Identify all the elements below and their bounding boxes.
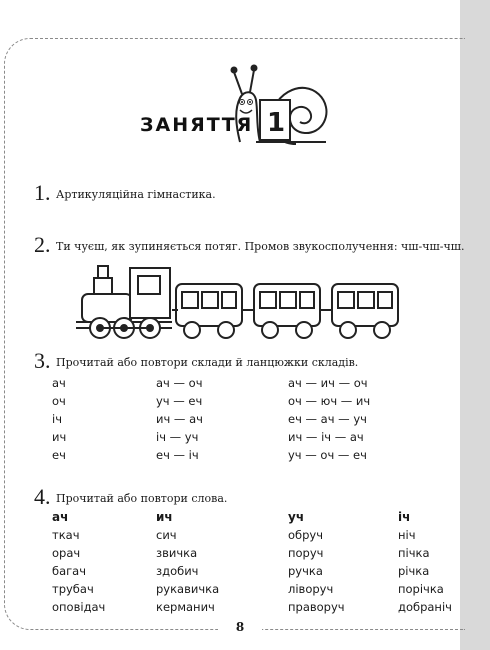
task-number: 2.: [34, 232, 51, 257]
syllable-chain: іч — уч: [156, 430, 199, 444]
word: оповідач: [52, 600, 106, 614]
word: ніч: [398, 528, 416, 542]
syllable: ич: [52, 430, 67, 444]
task-3: [34, 348, 358, 374]
word: пічка: [398, 546, 430, 560]
word: звичка: [156, 546, 198, 560]
word: керманич: [156, 600, 215, 614]
word-column-header: ич: [156, 510, 173, 524]
syllable-chain: ач — оч: [156, 376, 203, 390]
word: орач: [52, 546, 81, 560]
word: трубач: [52, 582, 94, 596]
task-number: 3.: [34, 348, 51, 373]
word: ручка: [288, 564, 323, 578]
page-number: 8: [218, 614, 262, 640]
syllable-chain: ич — ач: [156, 412, 203, 426]
syllable-chain: уч — еч: [156, 394, 203, 408]
task-number: 4.: [34, 484, 51, 509]
syllable-chain: ач — ич — оч: [288, 376, 368, 390]
syllable: іч: [52, 412, 62, 426]
task-text: Артикуляційна гімнастика.: [56, 188, 216, 201]
lesson-number: 1: [266, 108, 286, 138]
task-number: 1.: [34, 180, 51, 205]
syllable-chain: уч — оч — еч: [288, 448, 367, 462]
word: багач: [52, 564, 87, 578]
word-column-header: ач: [52, 510, 69, 524]
word-column-header: уч: [288, 510, 305, 524]
task-4: [34, 484, 227, 510]
word: ткач: [52, 528, 80, 542]
syllable: ач: [52, 376, 66, 390]
task-text: Ти чуєш, як зупиняється потяг. Промов звукосполучення: чш-чш-чш.: [56, 240, 465, 253]
syllable-chain: ич — іч — ач: [288, 430, 364, 444]
syllable-chain: еч — іч: [156, 448, 199, 462]
task-text: Прочитай або повтори слова.: [56, 492, 228, 505]
word: річка: [398, 564, 430, 578]
word: сич: [156, 528, 177, 542]
word: ліворуч: [288, 582, 334, 596]
word: праворуч: [288, 600, 345, 614]
word: рукавичка: [156, 582, 220, 596]
word: добраніч: [398, 600, 452, 614]
word: обруч: [288, 528, 324, 542]
syllable-chain: еч — ач — уч: [288, 412, 367, 426]
syllable: оч: [52, 394, 66, 408]
word: здобич: [156, 564, 199, 578]
word: порічка: [398, 582, 444, 596]
syllable-chain: оч — юч — ич: [288, 394, 371, 408]
word: поруч: [288, 546, 324, 560]
syllable: еч: [52, 448, 66, 462]
task-1: [34, 180, 216, 206]
task-text: Прочитай або повтори склади й ланцюжки складів.: [56, 356, 359, 369]
task-2: [34, 232, 464, 258]
word-column-header: іч: [398, 510, 411, 524]
lesson-title: ЗАНЯТТЯ: [140, 114, 254, 136]
train-icon: [72, 264, 428, 344]
